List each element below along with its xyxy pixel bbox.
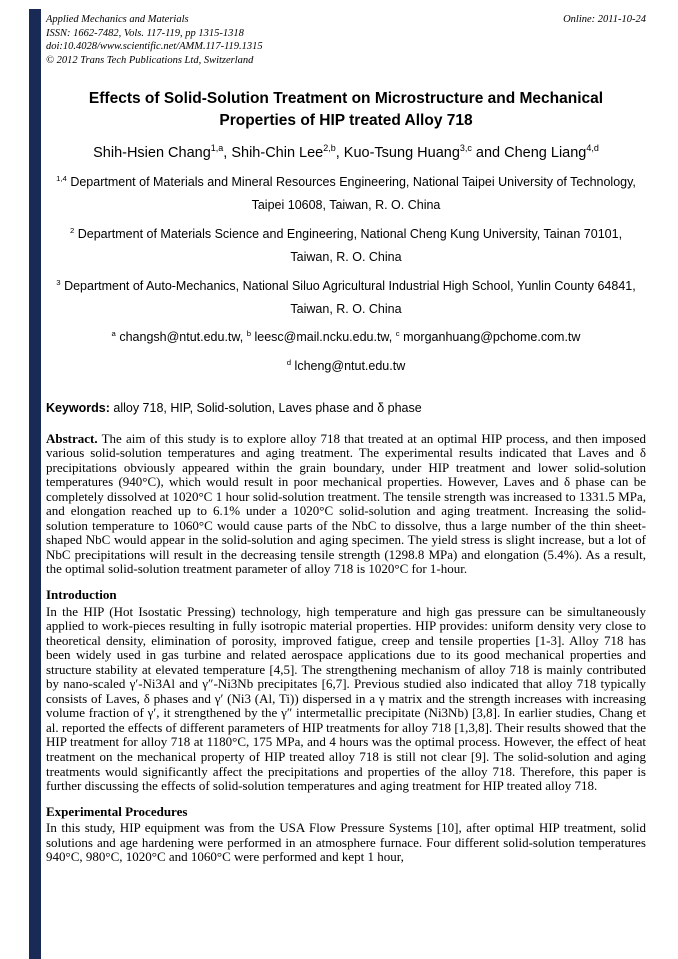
emails-block <box>46 327 646 376</box>
section-experimental-procedures <box>46 804 646 865</box>
page-edge-decoration <box>29 9 41 959</box>
journal-header <box>46 13 646 68</box>
doi-line: doi:10.4028/www.scientific.net/AMM.117-119.1315 <box>46 41 263 53</box>
author-affiliation-ref: 3,c <box>459 142 472 153</box>
author-affiliation-ref: 1,a <box>210 142 224 153</box>
author-name: , Shih-Chin Lee <box>223 144 324 161</box>
section-body: In this study, HIP equipment was from the USA Flow Pressure Systems [10], after optimal HIP treatment, solid solutions and age hardening were performed in an atmosphere furnace. Four different solid-solution temperatures 940°C, 980°C, 1020°C and 1060°C were performed and kept 1 hour, <box>46 820 646 865</box>
paper-title: Effects of Solid-Solution Treatment on Microstructure and Mechanical Properties of HIP treated Alloy 718 <box>88 89 604 130</box>
email-line <box>46 356 646 376</box>
affiliation-text: Department of Auto-Mechanics, National Siluo Agricultural Industrial High School, Yunlin County 64841, Taiwan, R. O. China <box>60 279 636 317</box>
abstract-text: The aim of this study is to explore alloy 718 that treated at an optimal HIP process, and then imposed various solid-solution temperatures and aging treatment. The experimental results indicated that Laves and δ precipitations obviously appeared within the grain boundary, under HIP treatment and lower solid-solution temperatures (940°C), which would result in poor mechanical properties. However, Laves and δ phase can be completely dissolved at 1020°C 1 hour solid-solution treatment. The tensile strength was increased to 1331.5 MPa, and elongation reached up to 6.1% under a 1020°C solid-solution and aging treatment. Increasing the solid-solution temperature to 1060°C would cause parts of the NbC to dissolve, thus a large number of the thin sheet-shaped NbC would appear in the solid-solution and aging specimen. The yield stress is slight increase, but a lot of NbC precipitations will result in the decreasing tensile strength (1298.8 MPa) and elongation (5.4%). As a result, the optimal solid-solution treatment parameter of alloy 718 is 1020°C for 1-hour. <box>46 430 646 577</box>
email-ref: a <box>111 329 116 339</box>
issn-line: ISSN: 1662-7482, Vols. 117-119, pp 1315-1318 <box>46 27 244 39</box>
abstract-paragraph <box>46 432 646 577</box>
online-date: Online: 2011-10-24 <box>563 14 646 25</box>
copyright-line: © 2012 Trans Tech Publications Ltd, Switzerland <box>46 54 254 66</box>
keywords-line <box>46 400 646 416</box>
section-heading: Experimental Procedures <box>46 803 188 819</box>
section-body: In the HIP (Hot Isostatic Pressing) technology, high temperature and high gas pressure can be simultaneously applied to work-pieces resulting in fully isotropic material properties. HIP provides: uniform density very close to theoretical density, elimination of porosity, improved fatigue, creep and tensile properties [1-3]. Alloy 718 has been widely used in gas turbine and related aerospace applications due to its good mechanical properties and structure stability at elevated temperature [4,5]. The strengthening mechanism of alloy 718 is mainly contributed by nano-scaled γ′-Ni3Al and γ″-Ni3Nb precipitates [6,7]. Previous studied also indicated that alloy 718 typically consists of Laves, δ phases and γ′ (Ni3 (Al, Ti)) dispersed in a γ matrix and the strength increases with increasing volume fraction of γ′, it strengthened by the γ″ intermetallic precipitate (Ni3Nb) [3,8]. In earlier studies, Chang et al. reported the effects of different parameters of HIP treatments for alloy 718 [1,3,8]. Their results showed that the HIP treatment for alloy 718 at 1180°C, 175 MPa, and 4 hours was the optimal process. However, the effect of heat treatment on the mechanical property of HIP treated alloy 718 is still not clear [9]. The solid-solution and aging treatments would significantly affect the precipitations and properties of the alloy 718. Therefore, this paper is further discussing the effects of solid-solution temperatures and aging treatment for HIP treated alloy 718. <box>46 603 646 794</box>
affiliations-block <box>46 171 646 322</box>
author-name: , Kuo-Tsung Huang <box>335 144 460 161</box>
author-name: and Cheng Liang <box>471 144 587 161</box>
affiliation-ref: 1,4 <box>56 173 67 183</box>
affiliation <box>46 275 646 321</box>
email-address: lcheng@ntut.edu.tw <box>291 359 406 374</box>
journal-name: Applied Mechanics and Materials <box>46 14 189 25</box>
email-address: changsh@ntut.edu.tw, <box>115 330 247 345</box>
email-line <box>46 327 646 347</box>
keywords-label: Keywords: <box>46 401 110 416</box>
author-name: Shih-Hsien Chang <box>93 144 211 161</box>
section-heading: Introduction <box>46 586 117 602</box>
email-ref: b <box>246 329 252 339</box>
author-affiliation-ref: 4,d <box>586 142 599 153</box>
email-address: morganhuang@pchome.com.tw <box>399 330 581 345</box>
abstract-label: Abstract. <box>46 430 98 446</box>
section-introduction <box>46 587 646 794</box>
author-affiliation-ref: 2,b <box>323 142 336 153</box>
affiliation <box>46 171 646 217</box>
keywords-text: alloy 718, HIP, Solid-solution, Laves phase and δ phase <box>109 401 422 416</box>
affiliation-ref: 2 <box>69 225 75 235</box>
email-ref: c <box>395 329 400 339</box>
email-ref: d <box>286 358 292 368</box>
authors-line <box>46 142 646 161</box>
paper-page <box>46 13 646 865</box>
affiliation-text: Department of Materials Science and Engineering, National Cheng Kung University, Tainan 70101, Taiwan, R. O. China <box>74 226 623 264</box>
affiliation <box>46 223 646 269</box>
affiliation-ref: 3 <box>56 277 61 287</box>
affiliation-text: Department of Materials and Mineral Resources Engineering, National Taipei University of Technology, Taipei 10608, Taiwan, R. O. China <box>66 174 636 212</box>
email-address: leesc@mail.ncku.edu.tw, <box>251 330 396 345</box>
